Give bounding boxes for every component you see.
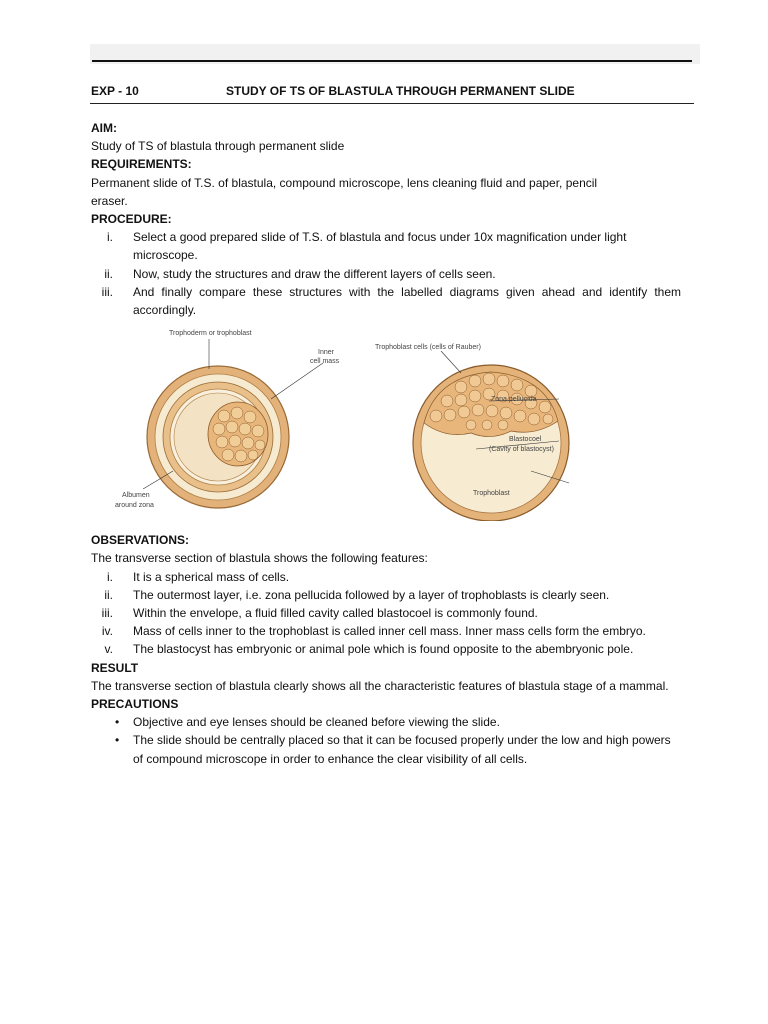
precautions-heading: PRECAUTIONS: [91, 697, 179, 712]
observation-item: [91, 604, 681, 622]
requirements-heading: REQUIREMENTS:: [91, 157, 192, 172]
left-blastula: [147, 366, 289, 508]
label-trophoderm: Trophoderm or trophoblast: [169, 330, 252, 338]
precautions-list: [91, 713, 681, 768]
observation-number: iv.: [101, 624, 113, 639]
label-inner-cell-mass-1: Inner: [318, 349, 334, 357]
procedure-step: [91, 283, 681, 319]
observation-number: v.: [104, 642, 113, 657]
title-divider: [90, 103, 694, 104]
requirements-line-2: eraser.: [91, 193, 128, 208]
observation-number: i.: [107, 569, 113, 584]
step-number: i.: [107, 230, 113, 245]
result-heading: RESULT: [91, 660, 139, 675]
observation-text: The outermost layer, i.e. zona pellucida followed by a layer of trophoblasts is clearly seen.: [133, 587, 610, 602]
observations-intro: The transverse section of blastula shows the following features:: [91, 551, 428, 566]
result-text: The transverse section of blastula clearly shows all the characteristic features of blastula stage of a mammal.: [91, 678, 669, 693]
observation-number: ii.: [104, 587, 113, 602]
experiment-title: STUDY OF TS OF BLASTULA THROUGH PERMANENT SLIDE: [226, 84, 575, 98]
observation-text: Within the envelope, a fluid filled cavity called blastocoel is commonly found.: [133, 606, 538, 621]
procedure-step: [91, 228, 681, 264]
label-trophoblast-cells: Trophoblast cells (cells of Rauber): [375, 344, 481, 352]
observation-number: iii.: [101, 606, 113, 621]
observation-item: [91, 586, 681, 604]
precaution-text: The slide should be centrally placed so that it can be focused properly under the low and high powers of compound microscope in order to enhance the clear visibility of all cells.: [133, 733, 671, 766]
blastula-illustration: [91, 321, 681, 521]
aim-heading: AIM:: [91, 121, 117, 135]
label-albumen-2: around zona: [115, 502, 154, 510]
label-albumen-1: Albumen: [122, 492, 150, 500]
precaution-item: [91, 731, 681, 767]
step-text: Select a good prepared slide of T.S. of blastula and focus under 10x magnification under light microscope.: [133, 230, 627, 263]
observations-list: [91, 568, 681, 659]
bullet-icon: •: [115, 715, 120, 730]
step-text: And finally compare these structures with the labelled diagrams given ahead and identify them accordingly.: [133, 284, 681, 318]
document-body: [91, 119, 681, 768]
observations-heading: OBSERVATIONS:: [91, 533, 190, 548]
observation-text: The blastocyst has embryonic or animal pole which is found opposite to the abembryonic pole.: [133, 642, 634, 657]
precaution-text: Objective and eye lenses should be cleaned before viewing the slide.: [133, 715, 500, 730]
procedure-step: [91, 265, 681, 283]
precaution-item: [91, 713, 681, 731]
requirements-line-1: Permanent slide of T.S. of blastula, compound microscope, lens cleaning fluid and paper, pencil: [91, 175, 598, 190]
blastula-diagram: [91, 321, 681, 521]
step-number: ii.: [104, 266, 113, 281]
aim-text: Study of TS of blastula through permanent slide: [91, 139, 345, 154]
observation-text: It is a spherical mass of cells.: [133, 569, 290, 584]
observation-text: Mass of cells inner to the trophoblast is called inner cell mass. Inner mass cells form the embryo.: [133, 624, 646, 639]
procedure-list: [91, 228, 681, 319]
observation-item: [91, 640, 681, 658]
procedure-heading: PROCEDURE:: [91, 212, 172, 227]
label-blastocoel-2: (Cavity of blastocyst): [489, 446, 554, 454]
right-blastocyst: [413, 365, 569, 521]
step-text: Now, study the structures and draw the different layers of cells seen.: [133, 266, 496, 281]
header-rule: [92, 60, 692, 62]
bullet-icon: •: [115, 733, 120, 748]
experiment-number: EXP - 10: [91, 84, 139, 98]
label-trophoblast: Trophoblast: [473, 490, 510, 498]
step-number: iii.: [101, 284, 113, 299]
header-band: [90, 44, 700, 64]
label-zona-pellucida: Zona pellucida: [491, 396, 537, 404]
observation-item: [91, 568, 681, 586]
observation-item: [91, 622, 681, 640]
label-blastocoel-1: Blastocoel: [509, 436, 542, 444]
label-inner-cell-mass-2: cell mass: [310, 358, 340, 366]
